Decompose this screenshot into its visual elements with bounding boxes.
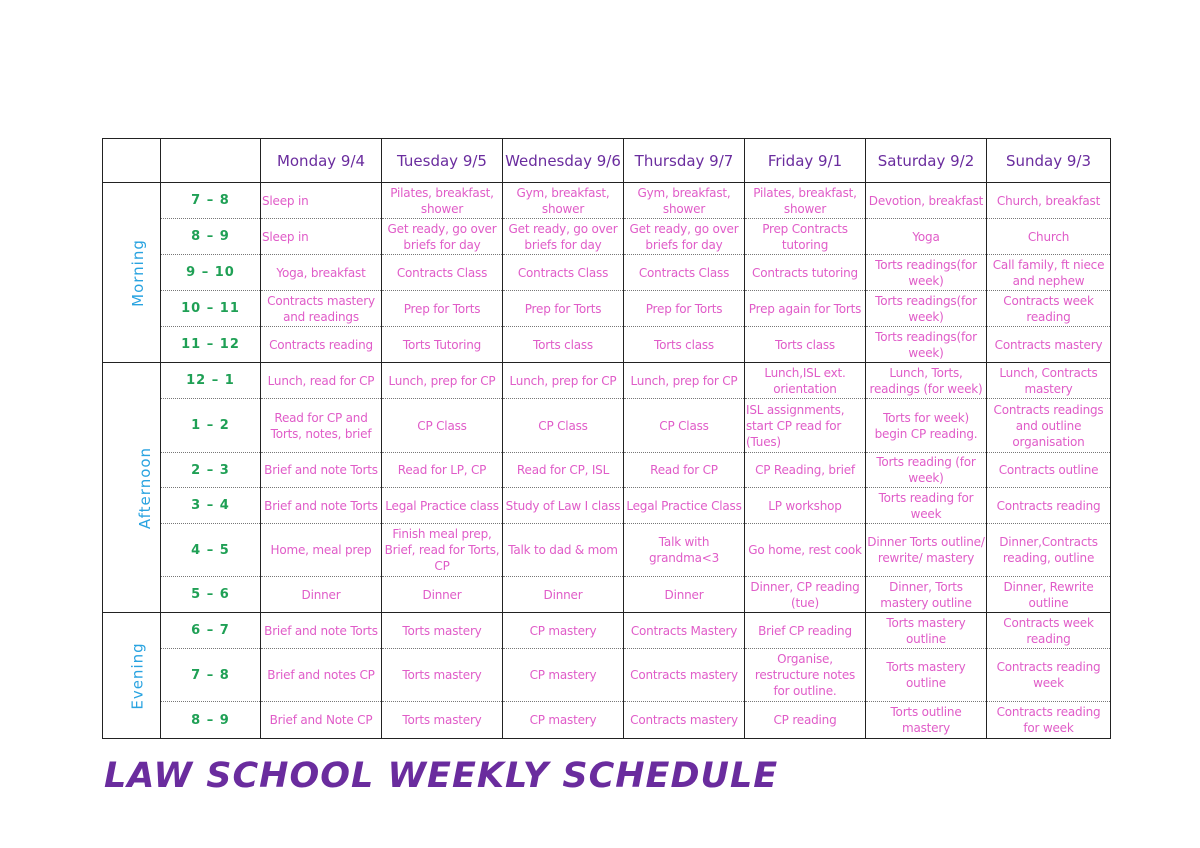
schedule-cell: Torts class — [745, 327, 866, 363]
day-header: Saturday 9/2 — [866, 139, 987, 183]
schedule-cell: CP mastery — [503, 649, 624, 702]
schedule-cell: Brief and notes CP — [261, 649, 382, 702]
schedule-cell: Yoga — [866, 219, 987, 255]
schedule-cell: Torts outline mastery — [866, 702, 987, 739]
schedule-row — [103, 219, 1111, 255]
schedule-cell: Prep for Torts — [624, 291, 745, 327]
time-slot: 8 – 9 — [161, 702, 261, 739]
schedule-cell: Prep for Torts — [503, 291, 624, 327]
time-slot: 5 – 6 — [161, 577, 261, 613]
time-slot: 4 – 5 — [161, 524, 261, 577]
schedule-row — [103, 453, 1111, 488]
day-header: Thursday 9/7 — [624, 139, 745, 183]
schedule-cell: Brief and note Torts — [261, 453, 382, 488]
time-slot: 2 – 3 — [161, 453, 261, 488]
schedule-cell: Gym, breakfast, shower — [503, 183, 624, 219]
schedule-cell: Get ready, go over briefs for day — [624, 219, 745, 255]
day-header: Monday 9/4 — [261, 139, 382, 183]
time-slot: 6 – 7 — [161, 613, 261, 649]
schedule-cell: Church — [987, 219, 1111, 255]
schedule-cell: Torts Tutoring — [382, 327, 503, 363]
schedule-cell: Get ready, go over briefs for day — [382, 219, 503, 255]
schedule-cell: Organise, restructure notes for outline. — [745, 649, 866, 702]
schedule-row — [103, 577, 1111, 613]
schedule-cell: Torts reading (for week) — [866, 453, 987, 488]
schedule-cell: Dinner — [382, 577, 503, 613]
schedule-row — [103, 649, 1111, 702]
schedule-cell: CP Class — [624, 399, 745, 453]
schedule-cell: Lunch, Contracts mastery — [987, 363, 1111, 399]
schedule-cell: Dinner — [503, 577, 624, 613]
schedule-cell: Brief and Note CP — [261, 702, 382, 739]
schedule-cell: Read for CP — [624, 453, 745, 488]
schedule-cell: CP mastery — [503, 702, 624, 739]
schedule-cell: Lunch,ISL ext. orientation — [745, 363, 866, 399]
schedule-cell: Contracts Class — [382, 255, 503, 291]
schedule-cell: Brief CP reading — [745, 613, 866, 649]
schedule-cell: Torts class — [503, 327, 624, 363]
schedule-cell: CP reading — [745, 702, 866, 739]
schedule-cell: Lunch, read for CP — [261, 363, 382, 399]
schedule-cell: Dinner Torts outline/ rewrite/ mastery — [866, 524, 987, 577]
schedule-cell: Torts reading for week — [866, 488, 987, 524]
time-slot: 10 – 11 — [161, 291, 261, 327]
schedule-row — [103, 702, 1111, 739]
schedule-row — [103, 363, 1111, 399]
schedule-cell: Read for LP, CP — [382, 453, 503, 488]
schedule-cell: CP Reading, brief — [745, 453, 866, 488]
schedule-cell: Legal Practice class — [382, 488, 503, 524]
day-header: Sunday 9/3 — [987, 139, 1111, 183]
schedule-cell: Call family, ft niece and nephew — [987, 255, 1111, 291]
schedule-cell: LP workshop — [745, 488, 866, 524]
schedule-cell: Contracts reading — [987, 488, 1111, 524]
schedule-cell: Torts mastery — [382, 649, 503, 702]
schedule-cell: Prep again for Torts — [745, 291, 866, 327]
schedule-cell: Lunch, Torts, readings (for week) — [866, 363, 987, 399]
schedule-cell: Contracts readings and outline organisation — [987, 399, 1111, 453]
schedule-cell: Contracts reading for week — [987, 702, 1111, 739]
schedule-cell: Church, breakfast — [987, 183, 1111, 219]
schedule-cell: CP mastery — [503, 613, 624, 649]
schedule-row — [103, 327, 1111, 363]
schedule-cell: Go home, rest cook — [745, 524, 866, 577]
schedule-cell: Torts mastery — [382, 702, 503, 739]
schedule-cell: Dinner,Contracts reading, outline — [987, 524, 1111, 577]
schedule-row — [103, 399, 1111, 453]
schedule-cell: Legal Practice Class — [624, 488, 745, 524]
schedule-cell: CP Class — [503, 399, 624, 453]
schedule-cell: Pilates, breakfast, shower — [745, 183, 866, 219]
period-morning: Morning — [103, 183, 161, 363]
schedule-cell: Sleep in — [261, 219, 382, 255]
schedule-cell: Contracts outline — [987, 453, 1111, 488]
schedule-cell: Torts for week) begin CP reading. — [866, 399, 987, 453]
schedule-cell: Torts readings(for week) — [866, 327, 987, 363]
day-header: Friday 9/1 — [745, 139, 866, 183]
schedule-cell: Dinner — [261, 577, 382, 613]
schedule-row — [103, 183, 1111, 219]
schedule-cell: Torts mastery outline — [866, 613, 987, 649]
time-slot: 7 – 8 — [161, 649, 261, 702]
schedule-cell: Pilates, breakfast, shower — [382, 183, 503, 219]
schedule-row — [103, 488, 1111, 524]
schedule-cell: Dinner — [624, 577, 745, 613]
schedule-cell: Yoga, breakfast — [261, 255, 382, 291]
schedule-cell: Dinner, CP reading (tue) — [745, 577, 866, 613]
schedule-cell: Contracts mastery and readings — [261, 291, 382, 327]
schedule-cell: CP Class — [382, 399, 503, 453]
schedule-cell: Contracts mastery — [624, 702, 745, 739]
schedule-cell: Contracts tutoring — [745, 255, 866, 291]
schedule-cell: Brief and note Torts — [261, 613, 382, 649]
schedule-cell: Torts class — [624, 327, 745, 363]
schedule-cell: Brief and note Torts — [261, 488, 382, 524]
schedule-cell: Torts readings(for week) — [866, 255, 987, 291]
schedule-cell: Contracts week reading — [987, 291, 1111, 327]
schedule-cell: Dinner, Rewrite outline — [987, 577, 1111, 613]
schedule-cell: Talk to dad & mom — [503, 524, 624, 577]
time-slot: 8 – 9 — [161, 219, 261, 255]
time-slot: 12 – 1 — [161, 363, 261, 399]
schedule-cell: Read for CP, ISL — [503, 453, 624, 488]
schedule-cell: Get ready, go over briefs for day — [503, 219, 624, 255]
schedule-cell: Devotion, breakfast — [866, 183, 987, 219]
schedule-cell: Finish meal prep, Brief, read for Torts, CP — [382, 524, 503, 577]
time-slot: 11 – 12 — [161, 327, 261, 363]
schedule-cell: Lunch, prep for CP — [503, 363, 624, 399]
header-row — [103, 139, 1111, 183]
time-slot: 1 – 2 — [161, 399, 261, 453]
schedule-cell: Contracts reading week — [987, 649, 1111, 702]
schedule-cell: Contracts mastery — [624, 649, 745, 702]
schedule-cell: Contracts Mastery — [624, 613, 745, 649]
schedule-cell: Gym, breakfast, shower — [624, 183, 745, 219]
period-afternoon: Afternoon — [103, 363, 161, 613]
day-header: Tuesday 9/5 — [382, 139, 503, 183]
schedule-cell: Dinner, Torts mastery outline — [866, 577, 987, 613]
day-header: Wednesday 9/6 — [503, 139, 624, 183]
schedule-cell: Torts readings(for week) — [866, 291, 987, 327]
time-slot: 7 – 8 — [161, 183, 261, 219]
schedule-cell: Sleep in — [261, 183, 382, 219]
schedule-cell: ISL assignments, start CP read for (Tues) — [745, 399, 866, 453]
schedule-cell: Contracts mastery — [987, 327, 1111, 363]
schedule-row — [103, 255, 1111, 291]
schedule-row — [103, 613, 1111, 649]
time-slot: 9 – 10 — [161, 255, 261, 291]
schedule-cell: Study of Law I class — [503, 488, 624, 524]
schedule-cell: Torts mastery outline — [866, 649, 987, 702]
page-title: LAW SCHOOL WEEKLY SCHEDULE — [104, 756, 779, 796]
schedule-cell: Prep for Torts — [382, 291, 503, 327]
schedule-row — [103, 524, 1111, 577]
schedule-cell: Contracts Class — [624, 255, 745, 291]
schedule-cell: Lunch, prep for CP — [624, 363, 745, 399]
period-evening: Evening — [103, 613, 161, 739]
schedule-cell: Home, meal prep — [261, 524, 382, 577]
corner-cell — [103, 139, 161, 183]
schedule-cell: Prep Contracts tutoring — [745, 219, 866, 255]
schedule-cell: Talk with grandma<3 — [624, 524, 745, 577]
schedule-cell: Read for CP and Torts, notes, brief — [261, 399, 382, 453]
schedule-cell: Lunch, prep for CP — [382, 363, 503, 399]
schedule-cell: Contracts reading — [261, 327, 382, 363]
schedule-cell: Contracts week reading — [987, 613, 1111, 649]
schedule-cell: Torts mastery — [382, 613, 503, 649]
weekly-schedule-table — [102, 138, 1111, 739]
schedule-cell: Contracts Class — [503, 255, 624, 291]
time-header-cell — [161, 139, 261, 183]
time-slot: 3 – 4 — [161, 488, 261, 524]
schedule-row — [103, 291, 1111, 327]
